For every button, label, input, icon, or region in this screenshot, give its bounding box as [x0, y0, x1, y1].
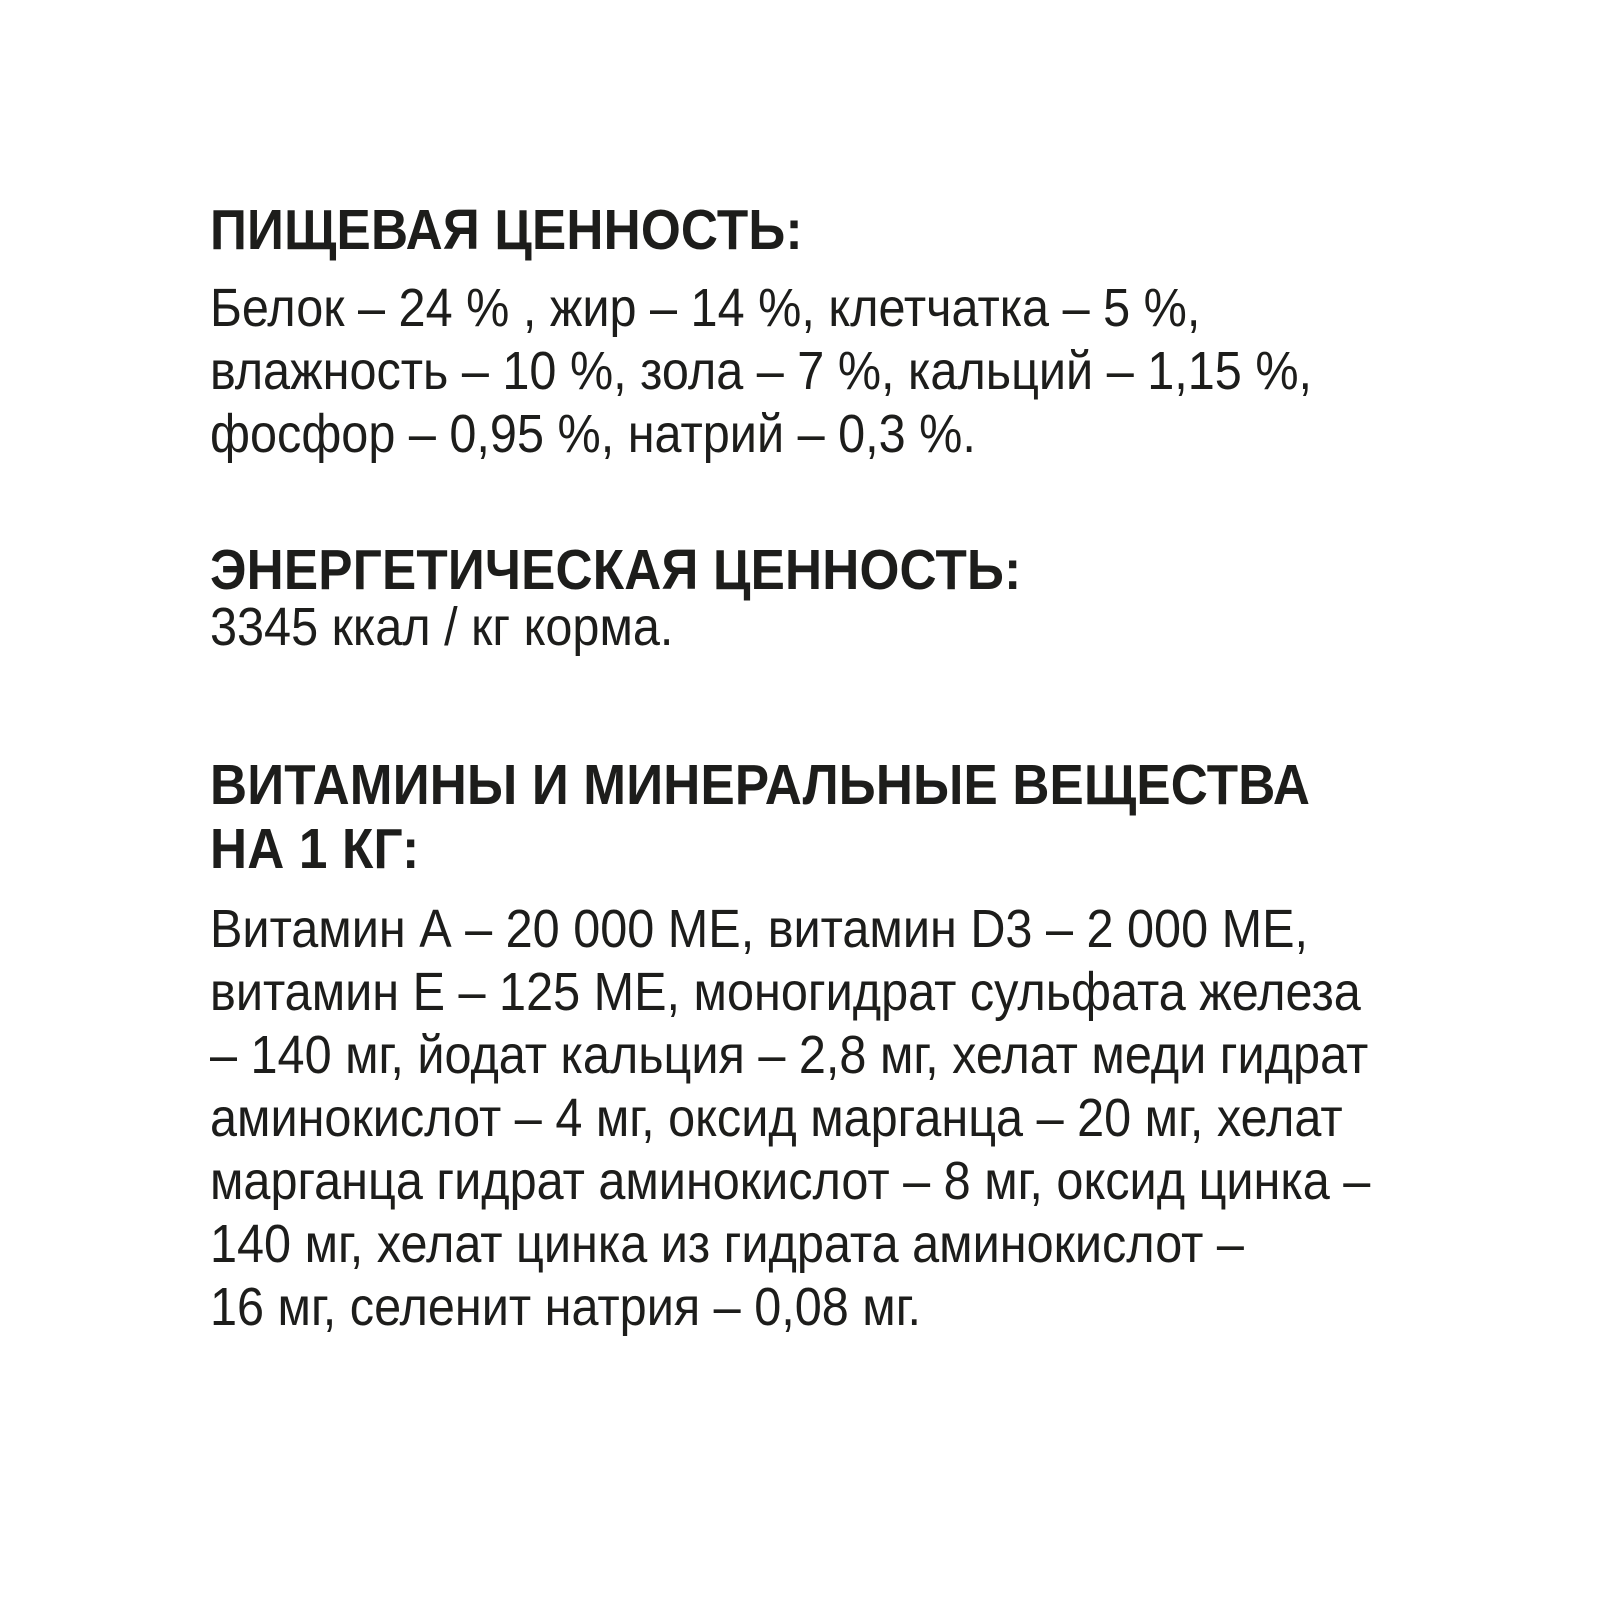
- text-line: аминокислот – 4 мг, оксид марганца – 20 мг, хелат: [210, 1088, 1343, 1148]
- text-line: 16 мг, селенит натрия – 0,08 мг.: [210, 1277, 922, 1337]
- heading-line: ВИТАМИНЫ И МИНЕРАЛЬНЫЕ ВЕЩЕСТВА: [210, 753, 1311, 817]
- heading-line: НА 1 КГ:: [210, 817, 420, 881]
- text-line: – 140 мг, йодат кальция – 2,8 мг, хелат меди гидрат: [210, 1025, 1369, 1085]
- text-line: витамин Е – 125 МЕ, моногидрат сульфата железа: [210, 962, 1361, 1022]
- energy-value-text: [210, 596, 673, 659]
- heading-line: ЭНЕРГЕТИЧЕСКАЯ ЦЕННОСТЬ:: [210, 538, 1022, 602]
- text-line: Витамин А – 20 000 МЕ, витамин D3 – 2 000 МЕ,: [210, 899, 1309, 959]
- text-line: 140 мг, хелат цинка из гидрата аминокислот –: [210, 1214, 1244, 1274]
- nutritional-value-text: [210, 277, 1312, 466]
- text-line: 3345 ккал / кг корма.: [210, 597, 674, 657]
- text-line: Белок – 24 % , жир – 14 %, клетчатка – 5 %,: [210, 278, 1201, 338]
- energy-value-heading: [210, 538, 1021, 602]
- vitamins-minerals-heading: [210, 753, 1310, 881]
- text-line: фосфор – 0,95 %, натрий – 0,3 %.: [210, 404, 976, 464]
- text-line: марганца гидрат аминокислот – 8 мг, оксид цинка –: [210, 1151, 1371, 1211]
- vitamins-minerals-text: [210, 898, 1370, 1339]
- nutritional-value-heading: [210, 198, 803, 262]
- heading-line: ПИЩЕВАЯ ЦЕННОСТЬ:: [210, 198, 803, 262]
- text-line: влажность – 10 %, зола – 7 %, кальций – 1,15 %,: [210, 341, 1313, 401]
